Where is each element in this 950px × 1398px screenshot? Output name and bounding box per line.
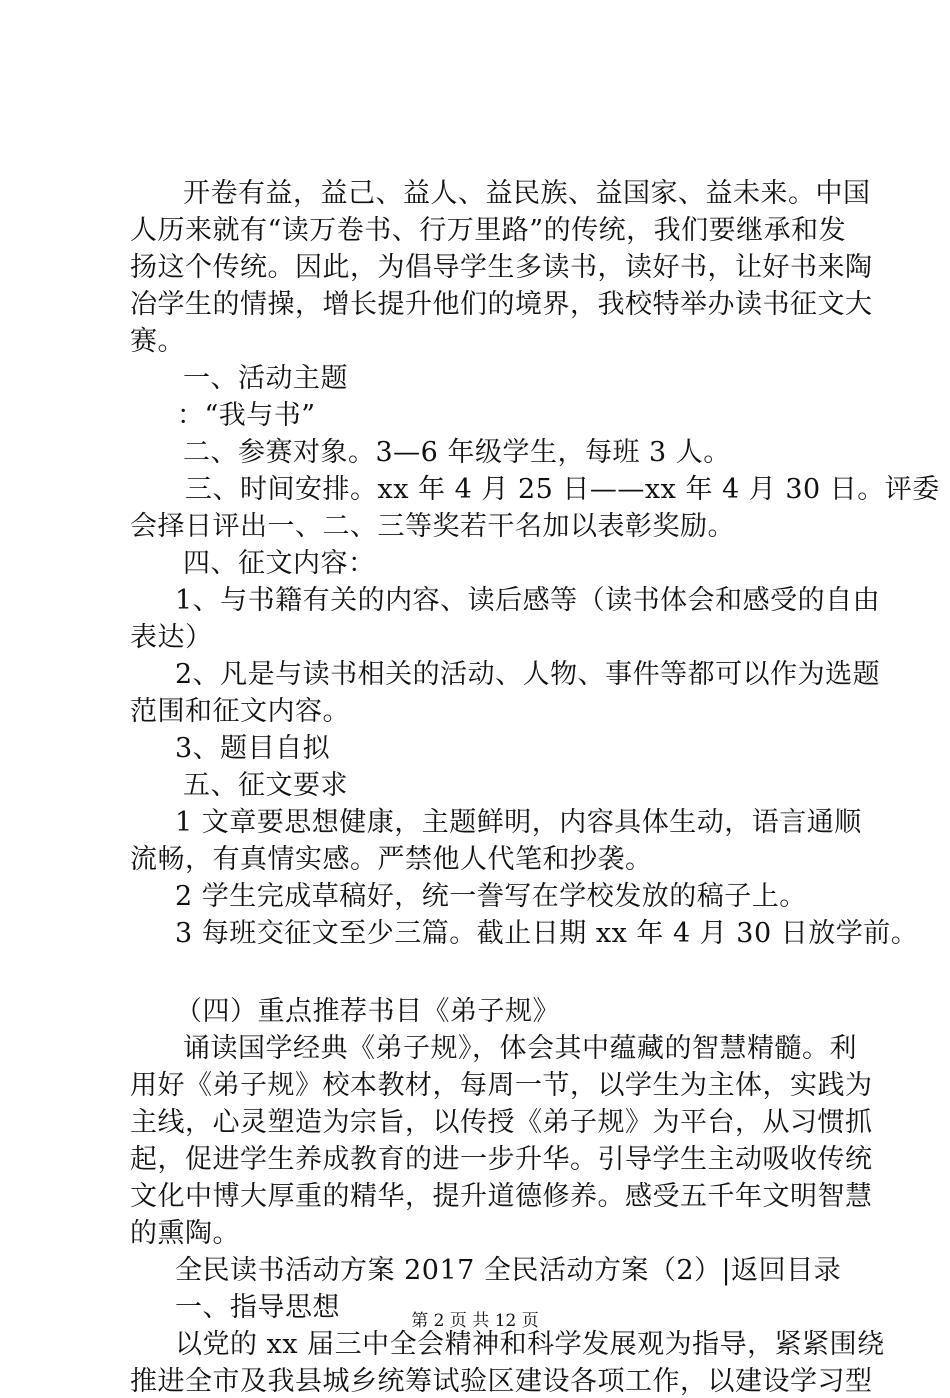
requirement-2: 2 学生完成草稿好，统一誊写在学校发放的稿子上。 [175,881,807,912]
requirement-1-line-2: 流畅，有真情实感。严禁他人代笔和抄袭。 [130,844,653,875]
recommended-book-line-2: 用好《弟子规》校本教材，每周一节，以学生为主体，实践为 [130,1070,873,1101]
section-heading-content: 四、征文内容： [183,548,376,579]
return-to-index-link[interactable]: 全民读书活动方案 2017 全民活动方案（2）|返回目录 [175,1255,842,1286]
page-number-footer: 第 2 页 共 12 页 [411,1311,539,1331]
requirement-1-line-1: 1 文章要思想健康，主题鲜明，内容具体生动，语言通顺 [175,807,862,838]
section-heading-theme: 一、活动主题 [183,363,348,394]
recommended-book-line-5: 文化中博大厚重的精华，提升道德修养。感受五千年文明智慧 [130,1181,873,1212]
recommended-book-line-3: 主线，心灵塑造为宗旨，以传授《弟子规》为平台，从习惯抓 [130,1107,873,1138]
section-heading-guiding-thought: 一、指导思想 [175,1292,340,1323]
section-participants: 二、参赛对象。3—6 年级学生，每班 3 人。 [183,437,731,468]
section-heading-requirements: 五、征文要求 [183,770,348,801]
guiding-thought-line-1: 以党的 xx 届三中全会精神和科学发展观为指导，紧紧围绕 [175,1329,885,1360]
content-item-2-line-1: 2、凡是与读书相关的活动、人物、事件等都可以作为选题 [175,659,881,690]
content-item-2-line-2: 范围和征文内容。 [130,696,350,727]
section-schedule-line-2: 会择日评出一、二、三等奖若干名加以表彰奖励。 [130,511,735,542]
content-item-1-line-2: 表达） [130,622,213,653]
paragraph-intro-line-4: 冶学生的情操，增长提升他们的境界，我校特举办读书征文大 [130,289,873,320]
recommended-book-line-1: 诵读国学经典《弟子规》，体会其中蕴藏的智慧精髓。利 [183,1033,857,1064]
paragraph-intro-line-1: 开卷有益，益己、益人、益民族、益国家、益未来。中国 [183,178,871,209]
paragraph-intro-line-3: 扬这个传统。因此，为倡导学生多读书，读好书，让好书来陶 [130,252,873,283]
content-item-1-line-1: 1、与书籍有关的内容、读后感等（读书体会和感受的自由 [175,585,881,616]
guiding-thought-line-2: 推进全市及我县城乡统筹试验区建设各项工作，以建设学习型 [130,1366,873,1397]
paragraph-intro-line-5: 赛。 [130,326,185,357]
paragraph-intro-line-2: 人历来就有“读万卷书、行万里路”的传统，我们要继承和发 [130,215,847,246]
recommended-book-line-6: 的熏陶。 [130,1218,240,1249]
recommended-book-line-4: 起，促进学生养成教育的进一步升华。引导学生主动吸收传统 [130,1144,873,1175]
content-item-3: 3、题目自拟 [175,733,331,764]
requirement-3: 3 每班交征文至少三篇。截止日期 xx 年 4 月 30 日放学前。 [175,918,919,949]
theme-text: ：“我与书” [177,400,316,431]
section-heading-recommended-book: （四）重点推荐书目《弟子规》 [175,996,560,1027]
section-schedule-line-1: 三、时间安排。xx 年 4 月 25 日——xx 年 4 月 30 日。评委 [185,474,940,505]
